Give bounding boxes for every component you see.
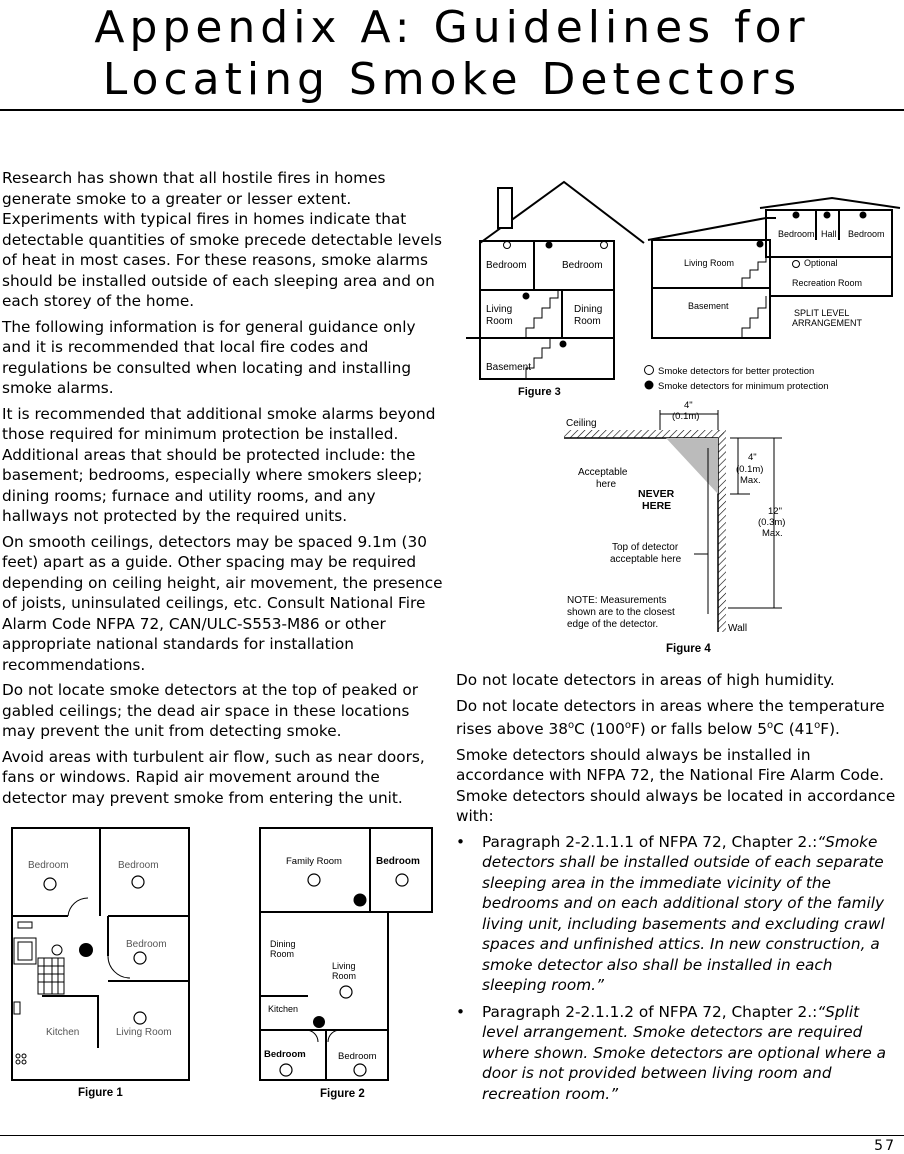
temp-text: F) or falls below 5 — [630, 720, 768, 739]
paragraph: Research has shown that all hostile fires in homes generate smoke to a greater or lesser extent. Experiments with typical fires in homes indicate that detectable quantities of smoke precede detectable levels of heat in most cases. For these reasons, smoke alarms should be installed outside of each sleeping area and on each storey of the home. — [2, 169, 442, 310]
paragraph: Avoid areas with turbulent air flow, such as near doors, fans or windows. Rapid air movement around the detector may prevent smoke from entering the unit. — [2, 747, 425, 807]
bullet-quote: “Smoke detectors shall be installed outside of each separate sleeping area in the immediate vicinity of the bedrooms and on each additional story of the family living unit, including basements and excluding crawl spaces and unfinished attics. In new construction, a smoke detector also shall be installed in each sleeping room.” — [482, 832, 885, 995]
fig3-house-dining-1: Dining — [574, 304, 603, 315]
fig1-bedroom-3: Bedroom — [126, 939, 167, 950]
legend-minimum: Smoke detectors for minimum protection — [658, 381, 829, 392]
fig2-living-2: Room — [332, 971, 357, 981]
title-line-2: Locating Smoke Detectors — [102, 54, 802, 105]
title-line-1: Appendix A: Guidelines for — [94, 2, 810, 53]
fig1-caption: Figure 1 — [78, 1087, 123, 1099]
figure-3 — [476, 178, 896, 398]
fig4-dim-top-2: (0.1m) — [672, 411, 700, 422]
fig4-dim-long-2: (0.3m) — [758, 517, 786, 528]
bullet-quote: “Split level arrangement. Smoke detectors are required where shown. Smoke detectors are optional where a door is not provided between living room and recreation room.” — [482, 1002, 887, 1103]
paragraph: Smoke detectors should always be installed in accordance with NFPA 72, the National Fire Alarm Code. Smoke detectors should always be located in accordance with: — [456, 745, 896, 826]
fig2-kitchen: Kitchen — [268, 1004, 299, 1014]
paragraph — [456, 696, 900, 740]
fig3-house-living-1: Living — [486, 304, 513, 315]
fig4-dim-long-3: Max. — [762, 528, 783, 539]
figure-4 — [560, 398, 800, 660]
figure-2 — [256, 826, 436, 1104]
paragraph: The following information is for general guidance only and it is recommended that local fire codes and regulations be consulted when locating and installing smoke alarms. — [2, 317, 416, 397]
fig3-split-recreation: Recreation Room — [792, 278, 863, 288]
fig3-split-hall: Hall — [821, 229, 837, 239]
fig2-living-1: Living — [332, 961, 356, 971]
fig1-bedroom-2: Bedroom — [118, 860, 159, 871]
degree-sign: o — [624, 720, 631, 731]
bullet-lead: Paragraph 2-2.1.1.1 of NFPA 72, Chapter 2.: — [482, 832, 818, 851]
bullet-item — [456, 1002, 900, 1105]
fig3-split-bedroom-2: Bedroom — [848, 229, 885, 239]
fig3-house-basement: Basement — [486, 362, 532, 373]
fig4-wall: Wall — [728, 623, 748, 634]
fig2-family: Family Room — [286, 856, 342, 867]
fig3-house-dining-2: Room — [574, 316, 601, 327]
temp-text: C (100 — [574, 720, 625, 739]
fig4-dim-top-1: 4" — [684, 400, 693, 411]
temp-text: C (41 — [773, 720, 815, 739]
paragraph: Do not locate detectors in areas of high humidity. — [456, 671, 835, 689]
fig2-bedroom-2: Bedroom — [264, 1049, 306, 1060]
fig4-caption: Figure 4 — [666, 643, 711, 655]
footer-rule — [0, 1135, 904, 1136]
degree-sign: o — [568, 720, 575, 731]
fig4-never-1: NEVER — [638, 488, 675, 500]
fig3-split-living: Living Room — [684, 258, 735, 268]
temp-text: Do not locate detectors in areas where the temperature rises above 38 — [456, 696, 885, 739]
fig4-dim-side-1: 4" — [748, 452, 757, 463]
bullet-dot: • — [456, 1002, 466, 1021]
fig3-split-level-2: ARRANGEMENT — [792, 318, 863, 328]
left-column — [2, 168, 444, 813]
fig4-top-1: Top of detector — [612, 542, 679, 553]
fig4-note-3: edge of the detector. — [567, 619, 659, 630]
fig4-note-2: shown are to the closest — [567, 607, 675, 618]
title-rule — [0, 109, 904, 111]
figure-1 — [10, 826, 190, 1104]
fig2-dining-2: Room — [270, 949, 295, 959]
fig4-top-2: acceptable here — [610, 554, 682, 565]
fig3-split-basement: Basement — [688, 301, 729, 311]
fig4-dim-side-2: (0.1m) — [736, 464, 764, 475]
page-title — [0, 2, 904, 106]
fig2-caption: Figure 2 — [320, 1088, 365, 1100]
fig4-never-2: HERE — [642, 500, 672, 512]
fig4-dim-long-1: 12" — [768, 506, 782, 517]
fig4-dim-side-3: Max. — [740, 475, 761, 486]
page-number: 57 — [874, 1138, 896, 1154]
fig1-kitchen: Kitchen — [46, 1027, 80, 1038]
fig3-split-level-1: SPLIT LEVEL — [794, 308, 850, 318]
paragraph: It is recommended that additional smoke alarms beyond those required for minimum protection be installed. Additional areas that should be protected include: the basement; bedrooms, especially where smokers sleep; dining rooms; furnace and utility rooms, and any hallways not protected by the required units. — [2, 404, 436, 525]
fig2-bedroom-3: Bedroom — [338, 1051, 377, 1062]
degree-sign: o — [814, 720, 821, 731]
fig3-house-living-2: Room — [486, 316, 513, 327]
fig3-caption: Figure 3 — [518, 386, 561, 398]
fig3-split-optional: Optional — [804, 258, 838, 268]
legend-better: Smoke detectors for better protection — [658, 366, 815, 377]
fig3-split-bedroom-1: Bedroom — [778, 229, 815, 239]
fig3-house-bedroom-1: Bedroom — [486, 260, 527, 271]
fig4-acceptable-2: here — [596, 479, 617, 490]
fig2-bedroom-1: Bedroom — [376, 856, 420, 867]
fig1-living: Living Room — [116, 1027, 172, 1038]
fig3-house-bedroom-2: Bedroom — [562, 260, 603, 271]
fig4-note-1: NOTE: Measurements — [567, 595, 667, 606]
fig4-acceptable-1: Acceptable — [578, 467, 628, 478]
fig1-bedroom-1: Bedroom — [28, 860, 69, 871]
fig4-ceiling: Ceiling — [566, 418, 597, 429]
right-column — [456, 670, 900, 1110]
paragraph: On smooth ceilings, detectors may be spaced 9.1m (30 feet) apart as a guide. Other spacing may be required depending on ceiling height, air movement, the presence of joists, uninsulated ceilings, etc. Consult National Fire Alarm Code NFPA 72, CAN/ULC-S553-M86 or other appropriate national standards for installation recommendations. — [2, 532, 443, 674]
degree-sign: o — [767, 720, 774, 731]
temp-text: F). — [820, 720, 840, 739]
bullet-item — [456, 832, 900, 996]
bullet-lead: Paragraph 2-2.1.1.2 of NFPA 72, Chapter 2.: — [482, 1002, 818, 1021]
bullet-dot: • — [456, 832, 466, 851]
fig2-dining-1: Dining — [270, 939, 296, 949]
paragraph: Do not locate smoke detectors at the top of peaked or gabled ceilings; the dead air space in these locations may prevent the unit from detecting smoke. — [2, 681, 418, 740]
